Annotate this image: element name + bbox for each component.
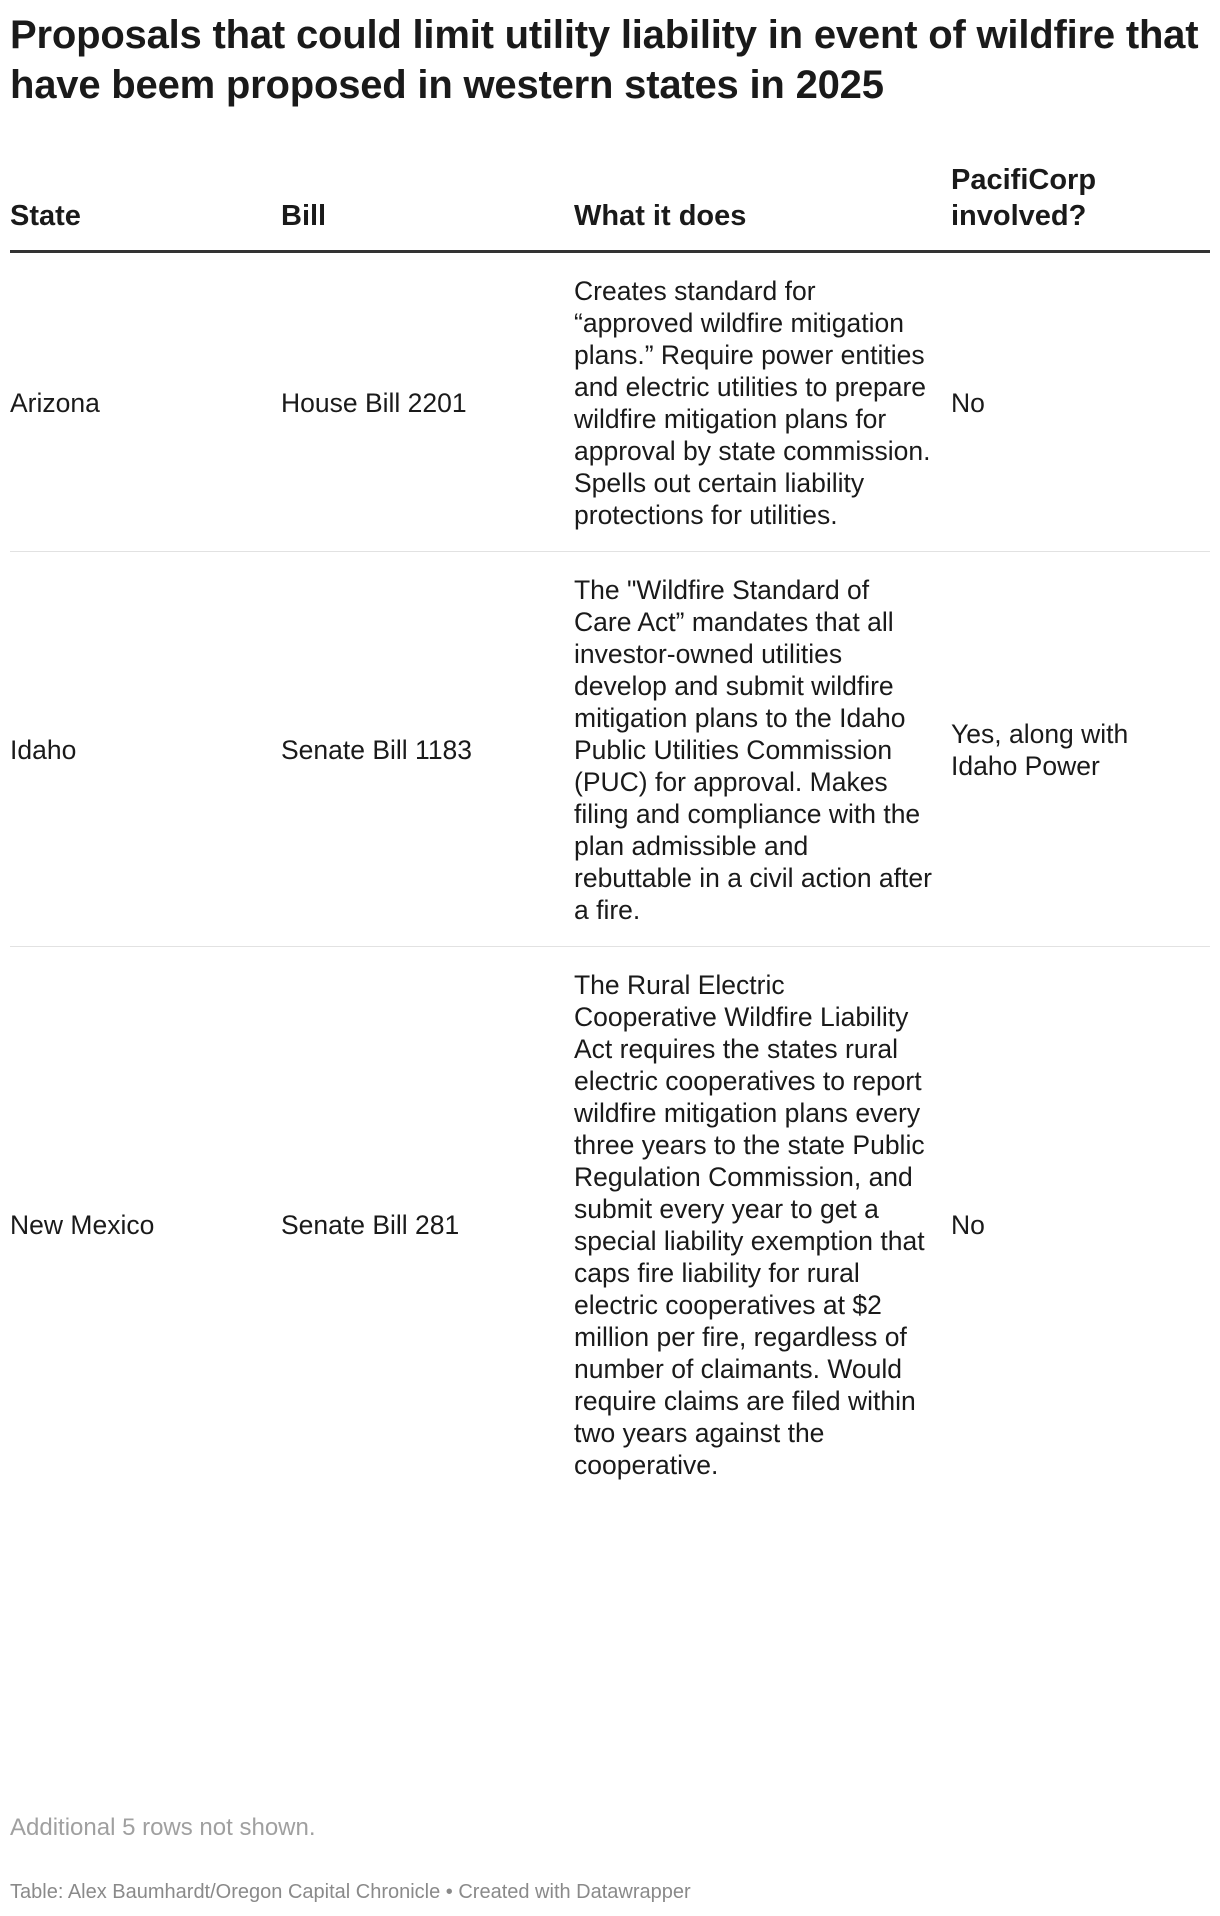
table-row <box>10 252 1210 552</box>
cell-bill: Senate Bill 1183 <box>281 552 574 947</box>
cell-what-it-does: Creates standard for “approved wildfire mitigation plans.” Require power entities and electric utilities to prepare wildfire mitigation plans for approval by state commission. Spells out certain liability protections for utilities. <box>574 252 951 552</box>
cell-pacificorp-involved: No <box>951 1210 985 1240</box>
cell-bill: Senate Bill 281 <box>281 1210 460 1240</box>
page <box>10 0 1210 1903</box>
column-header-pacificorp-involved[interactable]: PacifiCorp involved? <box>951 154 1210 252</box>
column-header-what-it-does[interactable]: What it does <box>574 154 951 252</box>
table-row <box>10 552 1210 947</box>
header-row <box>10 154 1210 252</box>
source-credit: Table: Alex Baumhardt/Oregon Capital Chronicle • Created with Datawrapper <box>10 1881 691 1903</box>
bills-table <box>10 154 1210 1501</box>
cell-pacificorp-involved: No <box>951 252 1210 552</box>
column-header-state[interactable]: State <box>10 154 281 252</box>
table-title: Proposals that could limit utility liability in event of wildfire that have beem proposed in western states in 2025 <box>10 13 1199 107</box>
cell-what-it-does: The "Wildfire Standard of Care Act” mandates that all investor-owned utilities develop and submit wildfire mitigation plans to the Idaho Public Utilities Commission (PUC) for approval. Makes filing and compliance with the plan admissible and rebuttable in a civil action after a fire. <box>574 552 951 947</box>
cell-state: Idaho <box>10 552 281 947</box>
cell-state: Arizona <box>10 252 281 552</box>
additional-rows-note: Additional 5 rows not shown. <box>10 1814 316 1841</box>
cell-state: New Mexico <box>10 1210 155 1240</box>
cell-pacificorp-involved: Yes, along with Idaho Power <box>951 552 1210 947</box>
column-header-bill[interactable]: Bill <box>281 154 574 252</box>
cell-what-it-does: The Rural Electric Cooperative Wildfire Liability Act requires the states rural electric cooperatives to report wildfire mitigation plans every three years to the state Public Regulation Commission, and submit every year to get a special liability exemption that caps fire liability for rural electric cooperatives at $2 million per fire, regardless of number of claimants. Would require claims are filed within two years against the cooperative. <box>574 970 925 1480</box>
table-row <box>10 947 1210 1502</box>
cell-bill: House Bill 2201 <box>281 252 574 552</box>
